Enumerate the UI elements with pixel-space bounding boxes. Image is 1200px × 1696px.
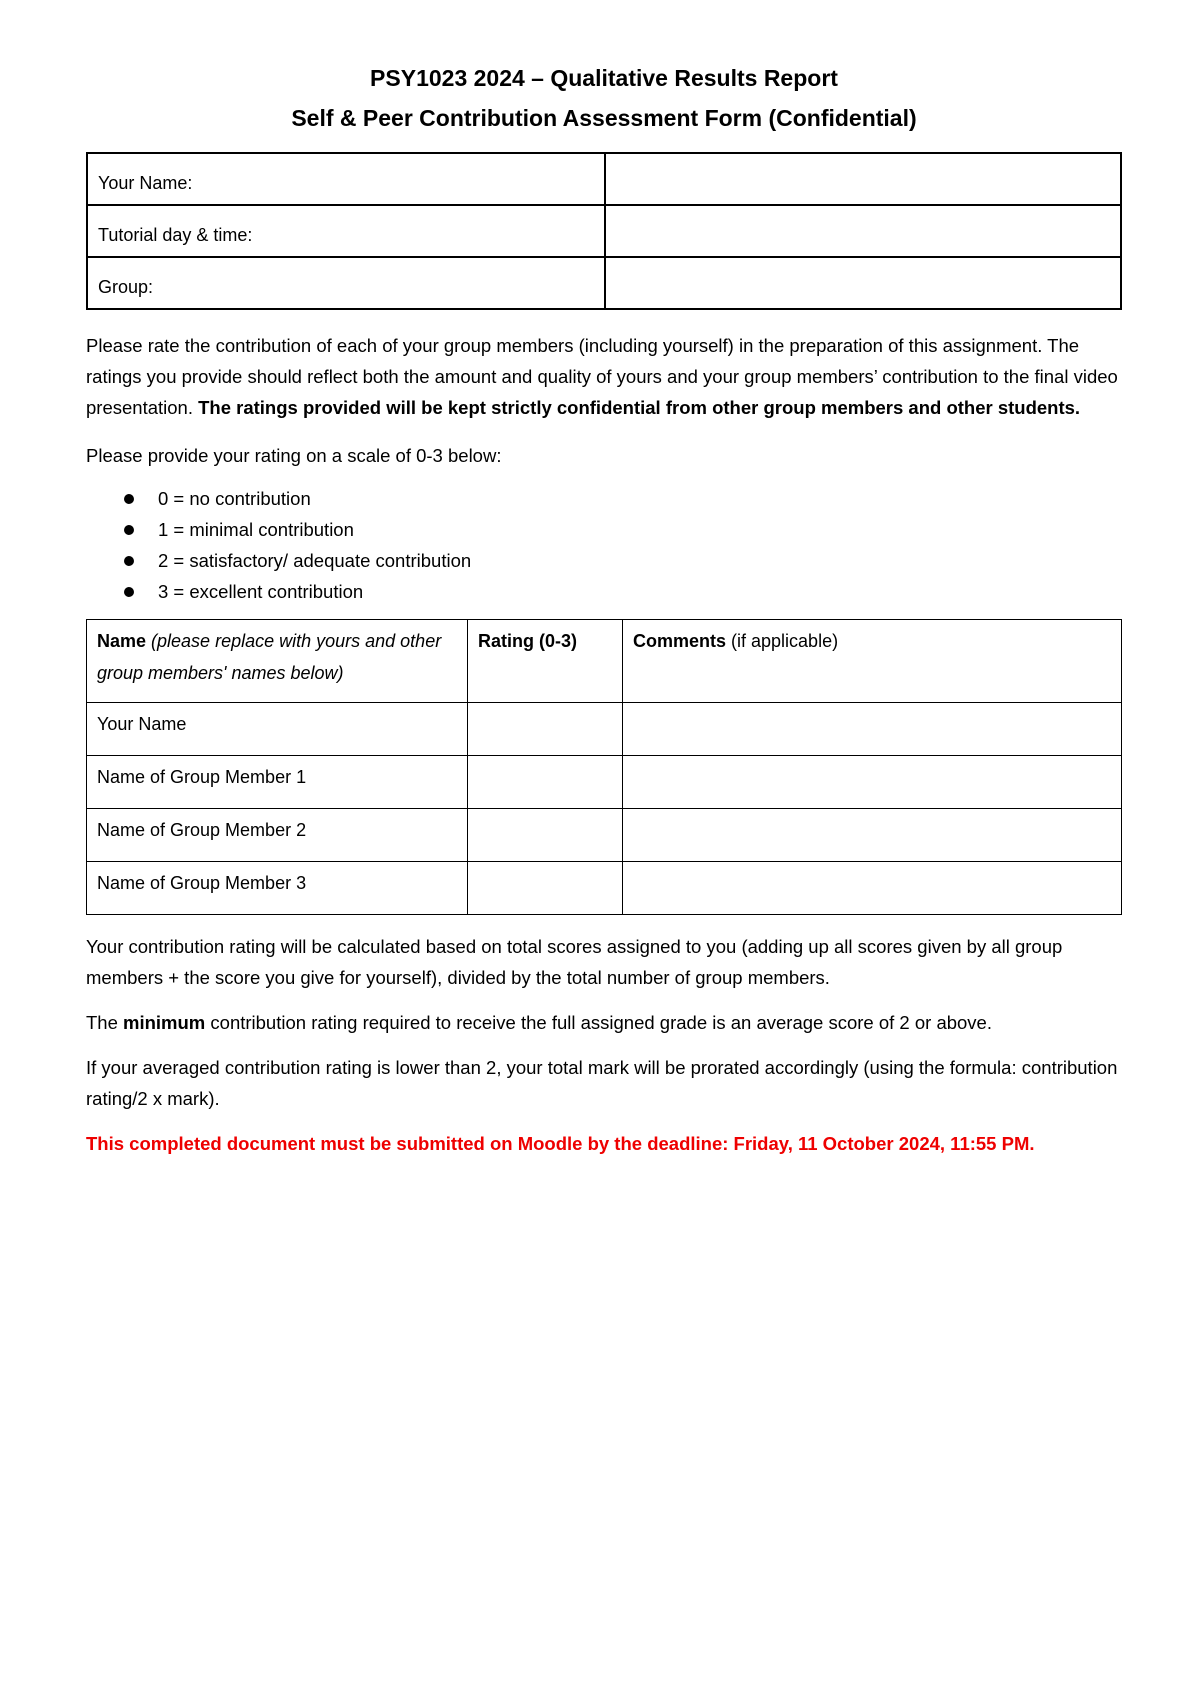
row-rating[interactable] (468, 862, 623, 915)
row-rating[interactable] (468, 703, 623, 756)
list-item (124, 545, 1122, 576)
document-subtitle: Self & Peer Contribution Assessment Form (Confidential) (291, 105, 917, 131)
scale-item-0: 0 = no contribution (158, 488, 311, 509)
header-name (87, 620, 468, 703)
document-title: PSY1023 2024 – Qualitative Results Report (370, 65, 838, 91)
document-page (86, 58, 1122, 1159)
header-comments-note: (if applicable) (726, 631, 839, 651)
ratings-header-row (87, 620, 1122, 703)
bullet-icon (124, 525, 134, 535)
info-label-group: Group: (87, 257, 605, 309)
bullet-icon (124, 587, 134, 597)
table-row (87, 809, 1122, 862)
bullet-icon (124, 556, 134, 566)
row-comments[interactable] (623, 703, 1122, 756)
header-name-bold: Name (97, 631, 147, 651)
calculation-paragraph: Your contribution rating will be calculated based on total scores assigned to you (adding up all scores given by all group members + the score you give for yourself), divided by the total number of group members. (86, 936, 1063, 988)
title-block (86, 58, 1122, 138)
row-name[interactable]: Name of Group Member 2 (87, 809, 468, 862)
rating-scale-list (86, 483, 1122, 607)
table-row (87, 756, 1122, 809)
row-name[interactable]: Your Name (87, 703, 468, 756)
header-comments-bold: Comments (633, 631, 727, 651)
scale-item-1: 1 = minimal contribution (158, 519, 354, 540)
minimum-bold: minimum (123, 1012, 206, 1033)
info-row-name (87, 153, 1121, 205)
bullet-icon (124, 494, 134, 504)
minimum-paragraph (86, 1007, 1122, 1038)
ratings-table (86, 619, 1122, 915)
header-comments (623, 620, 1122, 703)
deadline-notice: This completed document must be submitted on Moodle by the deadline: Friday, 11 October 2024, 11:55 PM. (86, 1133, 1035, 1154)
info-value-tutorial[interactable] (605, 205, 1121, 257)
scale-item-3: 3 = excellent contribution (158, 581, 364, 602)
intro-confidential-text: The ratings provided will be kept strictly confidential from other group members and other students. (198, 397, 1081, 418)
minimum-after: contribution rating required to receive the full assigned grade is an average score of 2 or above. (205, 1012, 992, 1033)
info-value-name[interactable] (605, 153, 1121, 205)
table-row (87, 703, 1122, 756)
student-info-table (86, 152, 1122, 310)
table-row (87, 862, 1122, 915)
info-row-group (87, 257, 1121, 309)
prorate-paragraph: If your averaged contribution rating is lower than 2, your total mark will be prorated accordingly (using the formula: contribution rating/2 x mark). (86, 1057, 1118, 1109)
list-item (124, 576, 1122, 607)
header-name-note: (please replace with yours and other group members' names below) (97, 631, 442, 683)
info-label-tutorial: Tutorial day & time: (87, 205, 605, 257)
row-comments[interactable] (623, 809, 1122, 862)
info-value-group[interactable] (605, 257, 1121, 309)
intro-text: Please rate the contribution of each of your group members (including yourself) in the preparation of this assignment. The ratings you provide should reflect both the amount and quality of yours and your group members’ contribution to the final video presentation. (86, 335, 1118, 418)
row-name[interactable]: Name of Group Member 3 (87, 862, 468, 915)
info-label-name: Your Name: (87, 153, 605, 205)
row-comments[interactable] (623, 756, 1122, 809)
list-item (124, 514, 1122, 545)
row-name[interactable]: Name of Group Member 1 (87, 756, 468, 809)
info-row-tutorial (87, 205, 1121, 257)
scale-intro: Please provide your rating on a scale of 0-3 below: (86, 445, 502, 466)
header-rating (468, 620, 623, 703)
minimum-before: The (86, 1012, 124, 1033)
list-item (124, 483, 1122, 514)
row-rating[interactable] (468, 809, 623, 862)
row-rating[interactable] (468, 756, 623, 809)
header-rating-label: Rating (0-3) (478, 631, 577, 651)
intro-paragraph (86, 330, 1122, 423)
scale-item-2: 2 = satisfactory/ adequate contribution (158, 550, 472, 571)
row-comments[interactable] (623, 862, 1122, 915)
